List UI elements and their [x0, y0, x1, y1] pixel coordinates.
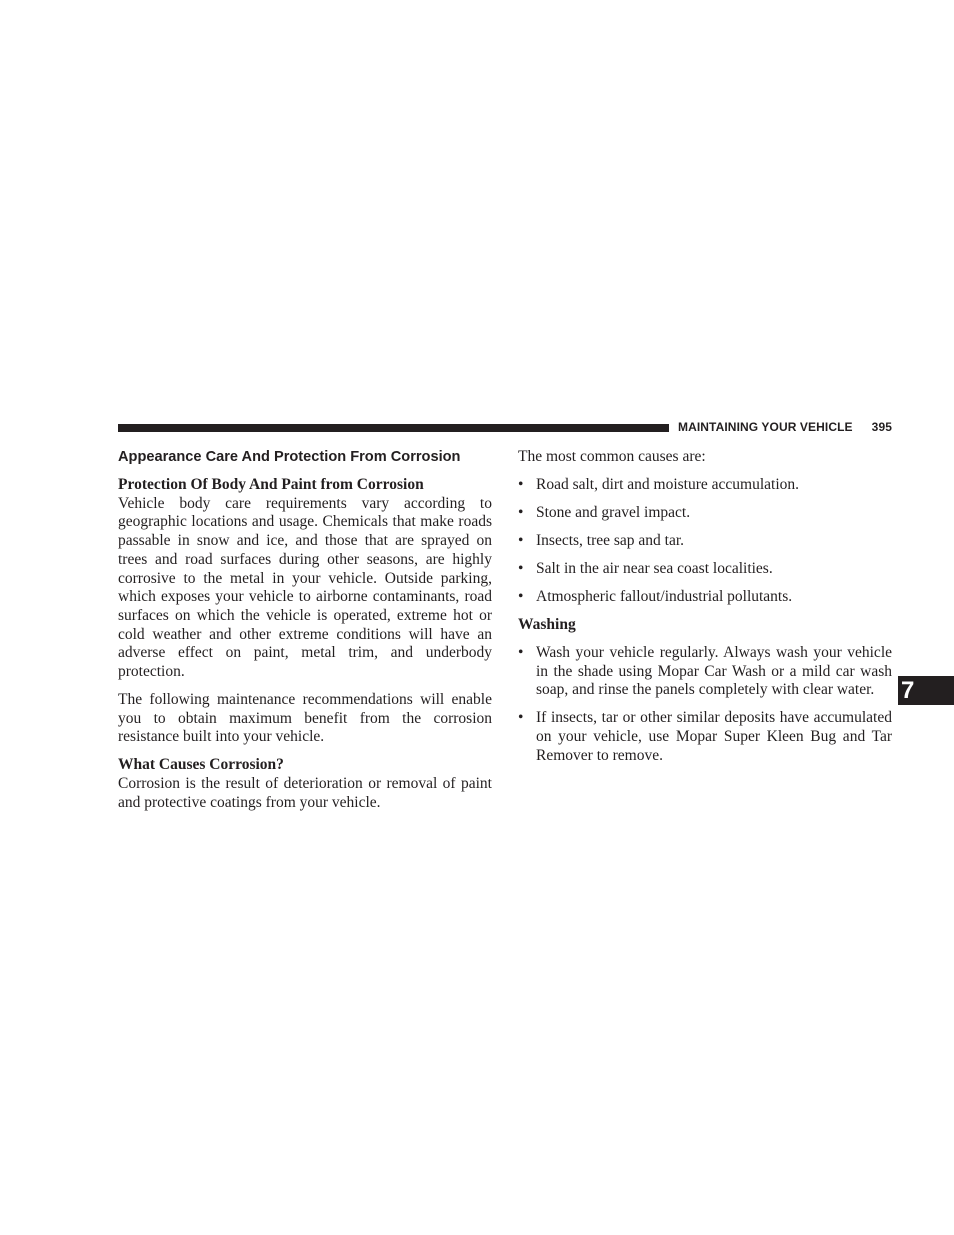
right-column — [518, 448, 892, 775]
list-item — [518, 476, 892, 495]
list-item-text: Stone and gravel impact. — [536, 504, 691, 521]
running-head — [678, 420, 892, 434]
washing-heading: Washing — [518, 616, 576, 633]
page-number: 395 — [871, 420, 892, 434]
chapter-title: MAINTAINING YOUR VEHICLE — [678, 420, 853, 434]
bullet-icon: • — [518, 560, 524, 577]
list-item-text: If insects, tar or other similar deposits have accumulated on your vehicle, use Mopar Super Kleen Bug and Tar Remover to remove. — [536, 709, 892, 764]
bullet-icon: • — [518, 588, 524, 605]
list-item-text: Salt in the air near sea coast localities. — [536, 560, 773, 577]
list-item — [518, 709, 892, 765]
causes-paragraph: Corrosion is the result of deterioration or removal of paint and protective coatings from your vehicle. — [118, 775, 492, 811]
list-item-text: Road salt, dirt and moisture accumulation. — [536, 476, 800, 493]
list-item — [518, 504, 892, 523]
causes-intro: The most common causes are: — [518, 448, 706, 465]
section-title: Appearance Care And Protection From Corrosion — [118, 449, 461, 465]
list-item-text: Insects, tree sap and tar. — [536, 532, 685, 549]
bullet-icon: • — [518, 644, 524, 661]
washing-list — [518, 644, 892, 766]
recommendations-paragraph: The following maintenance recommendations will enable you to obtain maximum benefit from the corrosion resistance built into your vehicle. — [118, 691, 492, 746]
list-item — [518, 532, 892, 551]
causes-list — [518, 476, 892, 607]
bullet-icon: • — [518, 476, 524, 493]
list-item — [518, 588, 892, 607]
protection-paragraph: Vehicle body care requirements vary according to geographic locations and usage. Chemicals that make roads passable in snow and ice, and those that are sprayed on trees and road surfaces during other seasons, are highly corrosive to the metal in your vehicle. Outside parking, which exposes your vehicle to airborne contaminants, road surfaces on which the vehicle is operated, extreme hot or cold weather and other extreme conditions will have an adverse effect on paint, metal trim, and underbody protection. — [118, 494, 492, 681]
header-rule — [118, 424, 669, 432]
bullet-icon: • — [518, 532, 524, 549]
chapter-number: 7 — [901, 677, 915, 704]
protection-heading: Protection Of Body And Paint from Corrosion — [118, 476, 424, 493]
list-item-text: Wash your vehicle regularly. Always wash your vehicle in the shade using Mopar Car Wash or a mild car wash soap, and rinse the panels completely with clear water. — [536, 644, 892, 699]
causes-heading: What Causes Corrosion? — [118, 756, 284, 774]
chapter-tab — [898, 676, 954, 705]
list-item-text: Atmospheric fallout/industrial pollutants. — [536, 588, 793, 605]
list-item — [518, 560, 892, 579]
bullet-icon: • — [518, 709, 524, 727]
left-column — [118, 448, 492, 822]
bullet-icon: • — [518, 504, 524, 521]
list-item — [518, 644, 892, 700]
